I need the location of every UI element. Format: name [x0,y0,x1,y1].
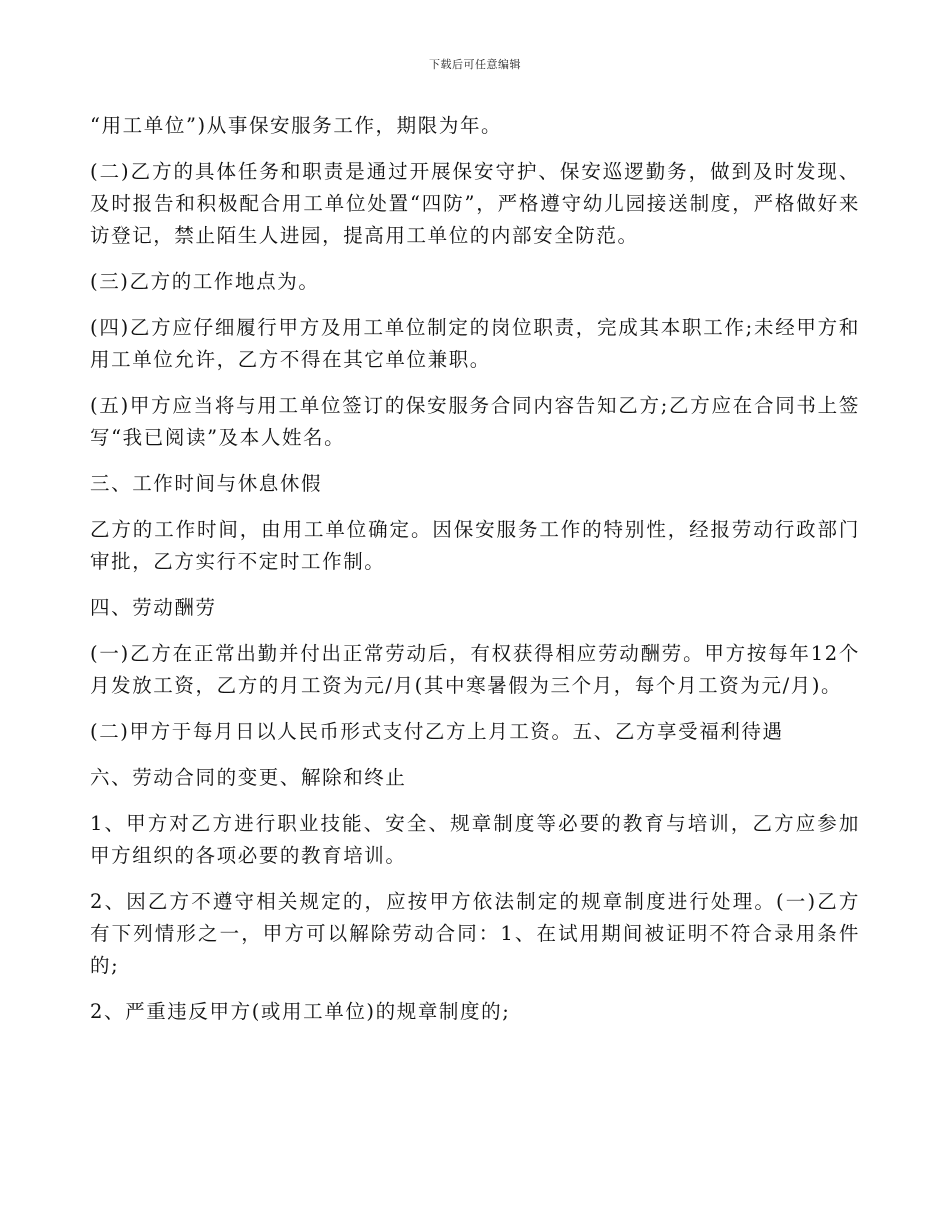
paragraph-training: 1、甲方对乙方进行职业技能、安全、规章制度等必要的教育与培训，乙方应参加甲方组织的各项必要的教育培训。 [90,812,860,867]
paragraph-term-continuation: “用工单位”)从事保安服务工作，期限为年。 [90,114,503,137]
paragraph-violation: 2、严重违反甲方(或用工单位)的规章制度的; [90,1000,511,1023]
section-heading-remuneration: 四、劳动酬劳 [90,596,217,619]
paragraph-job-responsibilities: (四)乙方应仔细履行甲方及用工单位制定的岗位职责，完成其本职工作;未经甲方和用工单位允许，乙方不得在其它单位兼职。 [90,316,860,371]
paragraph-work-hours: 乙方的工作时间，由用工单位确定。因保安服务工作的特别性，经报劳动行政部门审批，乙方实行不定时工作制。 [90,518,860,573]
paragraph-contract-notice: (五)甲方应当将与用工单位签订的保安服务合同内容告知乙方;乙方应在合同书上签写“我已阅读”及本人姓名。 [90,394,860,449]
paragraph-work-location: (三)乙方的工作地点为。 [90,270,320,293]
document-body [90,110,860,1042]
paragraph-duties: (二)乙方的具体任务和职责是通过开展保安守护、保安巡逻勤务，做到及时发现、及时报告和积极配合用工单位处置“四防”，严格遵守幼儿园接送制度，严格做好来访登记，禁止陌生人进园，提高用工单位的内部安全防范。 [90,160,860,247]
section-heading-work-hours: 三、工作时间与休息休假 [90,472,323,495]
paragraph-payment-date: (二)甲方于每月日以人民币形式支付乙方上月工资。五、乙方享受福利待遇 [90,720,784,743]
section-heading-contract-changes: 六、劳动合同的变更、解除和终止 [90,766,407,789]
paragraph-regulations: 2、因乙方不遵守相关规定的，应按甲方依法制定的规章制度进行处理。(一)乙方有下列情形之一，甲方可以解除劳动合同：1、在试用期间被证明不符合录用条件的; [90,890,860,977]
paragraph-salary: (一)乙方在正常出勤并付出正常劳动后，有权获得相应劳动酬劳。甲方按每年12个月发放工资，乙方的月工资为元/月(其中寒暑假为三个月，每个月工资为元/月)。 [90,642,860,697]
page-header: 下载后可任意编辑 [429,58,521,71]
